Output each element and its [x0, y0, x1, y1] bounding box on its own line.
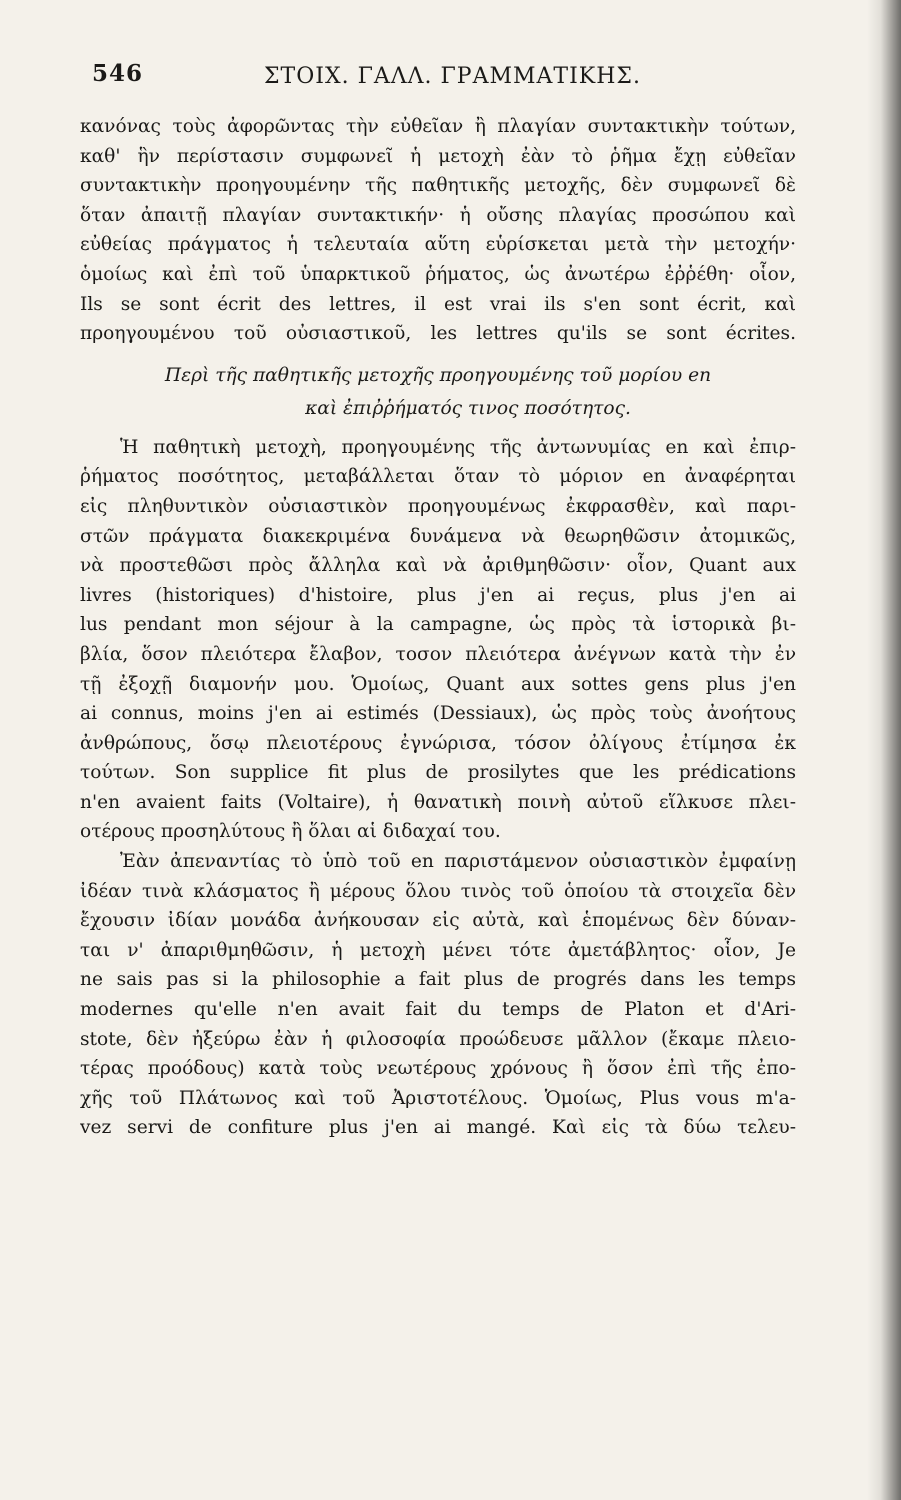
- text-line: ὁμοίως καὶ ἐπὶ τοῦ ὑπαρκτικοῦ ῥήματος, ὡς ἀνωτέρω ἐῤῥέθη· οἷον,: [80, 263, 796, 285]
- body-text: [80, 112, 796, 1143]
- text-line: εὐθείας πράγματος ἡ τελευταία αὕτη εὑρίσκεται μετὰ τὴν μετοχήν·: [80, 234, 796, 256]
- text-line: καθ' ἣν περίστασιν συμφωνεῖ ἡ μετοχὴ ἐὰν τὸ ῥῆμα ἔχῃ εὐθεῖαν: [80, 145, 796, 167]
- page-edge-shadow: [867, 0, 901, 1500]
- text-line: τούτων. Son supplice fit plus de prosilytes que les prédications: [80, 762, 796, 784]
- text-line: βλία, ὅσον πλειότερα ἔλαβον, τοσον πλειότερα ἀνέγνων κατὰ τὴν ἐν: [80, 643, 796, 665]
- text-line: κανόνας τοὺς ἀφορῶντας τὴν εὐθεῖαν ἢ πλαγίαν συντακτικὴν τούτων,: [80, 116, 796, 137]
- text-line: τέρας προόδους) κατὰ τοὺς νεωτέρους χρόνους ἢ ὅσον ἐπὶ τῆς ἐπο-: [80, 1058, 796, 1080]
- text-line: Ils se sont écrit des lettres, il est vrai ils s'en sont écrit, καὶ: [80, 293, 796, 315]
- section-heading: [80, 359, 796, 425]
- text-line: ἔχουσιν ἰδίαν μονάδα ἀνήκουσαν εἰς αὐτὰ, καὶ ἑπομένως δὲν δύναν-: [80, 910, 796, 932]
- text-line: στῶν πράγματα διακεκριμένα δυνάμενα νὰ θεωρηθῶσιν ἀτομικῶς,: [80, 525, 796, 547]
- text-line: ἰδέαν τινὰ κλάσματος ἢ μέρους ὅλου τινὸς τοῦ ὁποίου τὰ στοιχεῖα δὲν: [80, 880, 796, 902]
- text-line: modernes qu'elle n'en avait fait du temps de Platon et d'Ari-: [80, 999, 796, 1021]
- text-line: οτέρους προσηλύτους ἢ ὅλαι αἱ διδαχαί του.: [80, 821, 501, 843]
- text-line: ται ν' ἀπαριθμηθῶσιν, ἡ μετοχὴ μένει τότε ἀμετάβλητος· οἷον, Je: [80, 939, 796, 961]
- text-line: n'en avaient faits (Voltaire), ἡ θανατικὴ ποινὴ αὐτοῦ εἵλκυσε πλει-: [80, 791, 796, 813]
- paragraph-2: [80, 433, 796, 847]
- page-header: [92, 58, 812, 98]
- paragraph-3: [80, 847, 796, 1143]
- running-head: ΣΤΟΙΧ. ΓΑΛΛ. ΓΡΑΜΜΑΤΙΚΗΣ.: [264, 64, 641, 89]
- page-number: 546: [92, 60, 144, 87]
- text-line: ἀνθρώπους, ὅσῳ πλειοτέρους ἐγνώρισα, τόσον ὀλίγους ἐτίμησα ἐκ: [80, 732, 796, 754]
- text-line: Ἡ παθητικὴ μετοχὴ, προηγουμένης τῆς ἀντωνυμίας en καὶ ἐπιρ-: [120, 436, 796, 458]
- text-line: vez servi de confiture plus j'en ai mangé. Καὶ εἰς τὰ δύω τελευ-: [80, 1117, 796, 1139]
- section-heading-line-2: καὶ ἐπιῤῥήματός τινος ποσότητος.: [305, 397, 631, 419]
- text-line: συντακτικὴν προηγουμένην τῆς παθητικῆς μετοχῆς, δὲν συμφωνεῖ δὲ: [80, 175, 796, 197]
- text-line: ὅταν ἀπαιτῇ πλαγίαν συντακτικήν· ἡ οὔσης πλαγίας προσώπου καὶ: [80, 204, 796, 226]
- text-line: προηγουμένου τοῦ οὐσιαστικοῦ, les lettres qu'ils se sont écrites.: [80, 323, 796, 345]
- text-line: Ἐὰν ἀπεναντίας τὸ ὑπὸ τοῦ en παριστάμενον οὐσιαστικὸν ἐμφαίνῃ: [120, 851, 796, 873]
- text-line: stote, δὲν ἠξεύρω ἐὰν ἡ φιλοσοφία προώδευσε μᾶλλον (ἔκαμε πλειο-: [80, 1028, 796, 1050]
- text-line: χῆς τοῦ Πλάτωνος καὶ τοῦ Ἀριστοτέλους. Ὁμοίως, Plus vous m'a-: [80, 1087, 796, 1109]
- section-heading-line-1: Περὶ τῆς παθητικῆς μετοχῆς προηγουμένης τοῦ μορίου en: [164, 364, 712, 386]
- text-line: livres (historiques) d'histoire, plus j'en ai reçus, plus j'en ai: [80, 584, 796, 606]
- paragraph-1: [80, 112, 796, 349]
- text-line: lus pendant mon séjour à la campagne, ὡς πρὸς τὰ ἱστορικὰ βι-: [80, 614, 796, 636]
- text-line: ῥήματος ποσότητος, μεταβάλλεται ὅταν τὸ μόριον en ἀναφέρηται: [80, 466, 796, 488]
- text-line: ne sais pas si la philosophie a fait plus de progrés dans les temps: [80, 969, 796, 991]
- text-line: εἰς πληθυντικὸν οὐσιαστικὸν προηγουμένως ἐκφρασθὲν, καὶ παρι-: [80, 495, 796, 517]
- text-line: ai connus, moins j'en ai estimés (Dessiaux), ὡς πρὸς τοὺς ἀνοήτους: [80, 703, 796, 725]
- text-line: νὰ προστεθῶσι πρὸς ἄλληλα καὶ νὰ ἀριθμηθῶσιν· οἷον, Quant aux: [80, 555, 796, 577]
- text-line: τῇ ἐξοχῇ διαμονήν μου. Ὁμοίως, Quant aux sottes gens plus j'en: [80, 673, 796, 695]
